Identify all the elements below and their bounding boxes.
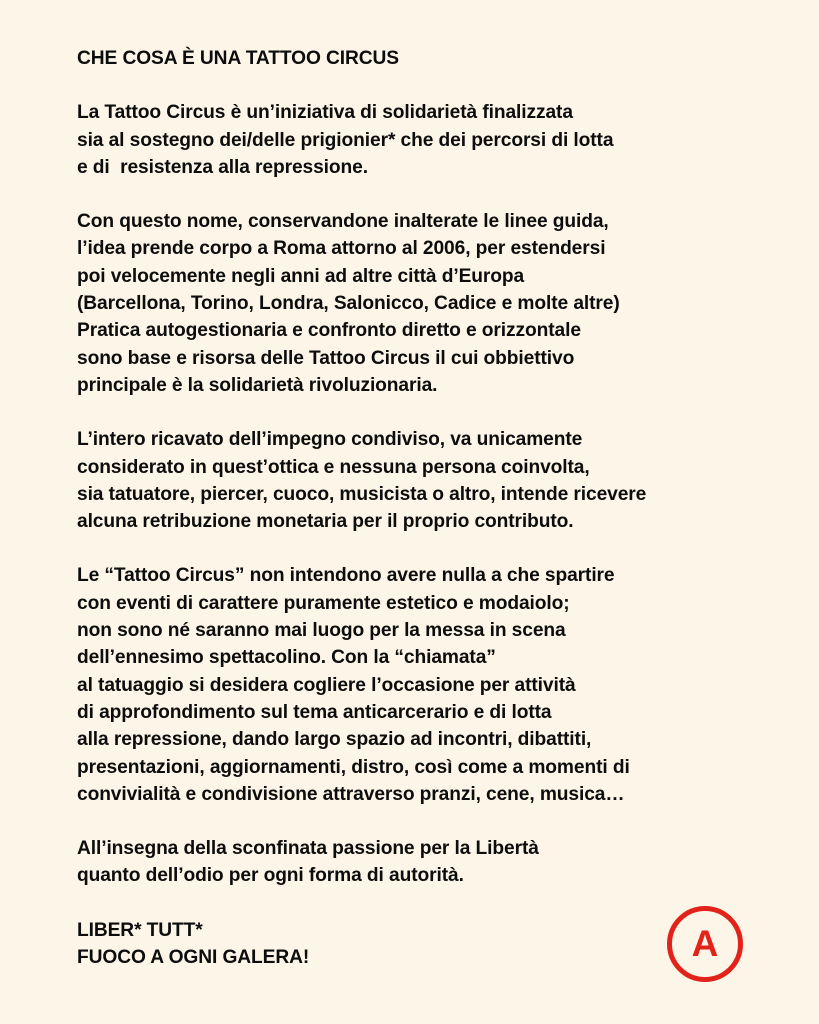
slogan-line: LIBER* TUTT* bbox=[77, 919, 203, 941]
paragraph-line: sono base e risorsa delle Tattoo Circus il cui obbiettivo bbox=[77, 347, 575, 369]
slogan-line: FUOCO A OGNI GALERA! bbox=[77, 947, 310, 969]
document-body bbox=[77, 45, 757, 971]
paragraph-line: al tatuaggio si desidera cogliere l’occasione per attività bbox=[77, 674, 576, 696]
paragraph-line: con eventi di carattere puramente estetico e modaiolo; bbox=[77, 592, 570, 614]
paragraph-5 bbox=[77, 835, 757, 890]
logo-letter: A bbox=[691, 923, 719, 964]
paragraph-line: La Tattoo Circus è un’iniziativa di solidarietà finalizzata bbox=[77, 102, 573, 124]
paragraph-line: sia al sostegno dei/delle prigionier* che dei percorsi di lotta bbox=[77, 129, 614, 151]
paragraph-line: presentazioni, aggiornamenti, distro, così come a momenti di bbox=[77, 756, 630, 778]
paragraph-line: All’insegna della sconfinata passione per la Libertà bbox=[77, 838, 539, 860]
closing-slogan bbox=[77, 917, 757, 972]
paragraph-line: di approfondimento sul tema anticarcerario e di lotta bbox=[77, 701, 552, 723]
paragraph-line: L’intero ricavato dell’impegno condiviso, va unicamente bbox=[77, 429, 583, 451]
paragraph-line: convivialità e condivisione attraverso pranzi, cene, musica… bbox=[77, 783, 625, 805]
page-title: CHE COSA È UNA TATTOO CIRCUS bbox=[77, 48, 399, 69]
paragraph-line: (Barcellona, Torino, Londra, Salonicco, Cadice e molte altre) bbox=[77, 293, 620, 315]
paragraph-line: sia tatuatore, piercer, cuoco, musicista o altro, intende ricevere bbox=[77, 483, 647, 505]
paragraph-3 bbox=[77, 426, 757, 535]
paragraph-1 bbox=[77, 99, 757, 181]
paragraph-line: non sono né saranno mai luogo per la messa in scena bbox=[77, 620, 566, 642]
paragraph-line: Pratica autogestionaria e confronto diretto e orizzontale bbox=[77, 320, 581, 342]
paragraph-line: poi velocemente negli anni ad altre città d’Europa bbox=[77, 265, 525, 287]
anarchy-circle-a-icon bbox=[666, 905, 744, 983]
paragraph-line: principale è la solidarietà rivoluzionaria. bbox=[77, 374, 438, 396]
paragraph-line: quanto dell’odio per ogni forma di autorità. bbox=[77, 865, 464, 887]
paragraph-line: dell’ennesimo spettacolino. Con la “chiamata” bbox=[77, 647, 496, 669]
paragraph-line: e di resistenza alla repressione. bbox=[77, 156, 368, 178]
paragraph-line: alla repressione, dando largo spazio ad incontri, dibattiti, bbox=[77, 729, 592, 751]
paragraph-line: considerato in quest’ottica e nessuna persona coinvolta, bbox=[77, 456, 590, 478]
paragraph-line: Le “Tattoo Circus” non intendono avere nulla a che spartire bbox=[77, 565, 615, 587]
paragraph-line: l’idea prende corpo a Roma attorno al 2006, per estendersi bbox=[77, 238, 606, 260]
paragraph-2 bbox=[77, 208, 757, 399]
paragraph-line: alcuna retribuzione monetaria per il proprio contributo. bbox=[77, 511, 574, 533]
paragraph-line: Con questo nome, conservandone inalterate le linee guida, bbox=[77, 211, 609, 233]
paragraph-4 bbox=[77, 562, 757, 808]
